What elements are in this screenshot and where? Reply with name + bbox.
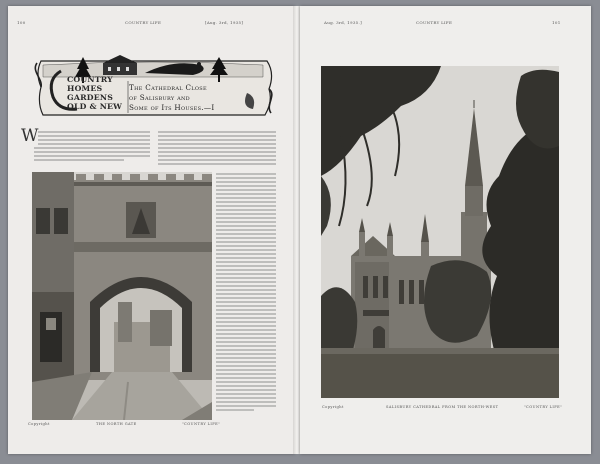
- left-photo-credit-right: "COUNTRY LIFE": [182, 422, 221, 426]
- article-title: [129, 83, 269, 113]
- body-text-column: [214, 172, 278, 418]
- series-word: GARDENS: [67, 93, 114, 102]
- right-photo-credit-right: "COUNTRY LIFE": [524, 405, 563, 409]
- left-photo-credit-left: Copyright: [28, 422, 50, 426]
- right-date: Aug. 3rd, 1935.]: [324, 20, 362, 25]
- left-page-number: 100: [17, 20, 26, 25]
- north-gate-photo: [32, 172, 212, 420]
- right-photo-caption: SALISBURY CATHEDRAL FROM THE NORTH-WEST: [386, 405, 499, 409]
- drop-cap: W: [21, 126, 39, 146]
- series-title: [67, 75, 127, 111]
- left-photo-caption: THE NORTH GATE: [96, 422, 137, 426]
- right-running-head: COUNTRY LIFE: [416, 20, 453, 25]
- right-page-number: 101: [552, 20, 561, 25]
- series-word: HOMES: [67, 84, 103, 93]
- series-word: OLD & NEW: [67, 102, 123, 111]
- title-banner: [33, 53, 275, 123]
- title-line: Some of Its Houses.—I: [129, 103, 215, 112]
- title-line: of Salisbury and: [129, 93, 190, 102]
- intro-text-block: [34, 130, 278, 170]
- series-word: COUNTRY: [67, 75, 113, 84]
- right-photo-credit-left: Copyright: [322, 405, 344, 409]
- title-line: The Cathedral Close: [129, 83, 207, 92]
- cathedral-photo: [321, 66, 559, 398]
- left-running-head: COUNTRY LIFE: [125, 20, 162, 25]
- left-date: [Aug. 3rd, 1935]: [205, 20, 244, 25]
